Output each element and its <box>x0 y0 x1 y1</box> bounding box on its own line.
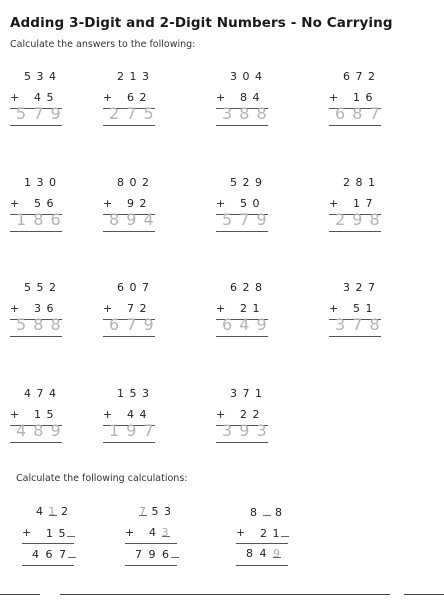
answer-line <box>236 565 288 566</box>
handwritten-answer[interactable]: 3 9 3 <box>222 421 268 440</box>
top-number: 6 0 7 <box>117 281 150 294</box>
blank-digit-bottom[interactable] <box>67 526 75 537</box>
top-number: 5 3 4 <box>24 70 57 83</box>
answer-line <box>103 231 155 232</box>
answer-line <box>103 125 155 126</box>
bottom-number: 4 5 <box>34 91 55 104</box>
handwritten-answer[interactable]: 1 8 6 <box>16 210 62 229</box>
top-number: 8 0 2 <box>117 176 150 189</box>
blank-digit-top[interactable]: 7 <box>139 505 147 518</box>
bottom-number: 1 7 <box>353 197 374 210</box>
plus-sign: + <box>103 408 114 421</box>
page-footer-rule <box>0 590 444 600</box>
handwritten-answer[interactable]: 3 7 8 <box>335 315 381 334</box>
result-number: 4 6 7 <box>32 547 76 561</box>
top-number: 5 5 2 <box>24 281 57 294</box>
answer-line <box>125 565 177 566</box>
plus-sign: + <box>329 197 340 210</box>
addition-problem <box>10 281 62 341</box>
blank-digit-result[interactable]: 9 <box>273 547 282 560</box>
plus-sign: + <box>10 91 21 104</box>
result-number: 7 9 6 <box>135 547 179 561</box>
answer-line <box>10 231 62 232</box>
top-number: 2 1 3 <box>117 70 150 83</box>
handwritten-answer[interactable]: 5 8 8 <box>16 315 62 334</box>
plus-sign: + <box>10 408 21 421</box>
plus-sign: + <box>10 302 21 315</box>
top-number: 1 5 3 <box>117 387 150 400</box>
addition-problem <box>216 70 268 130</box>
plus-sign: + <box>216 91 227 104</box>
bottom-number: 9 2 <box>127 197 148 210</box>
top-number: 7 5 3 <box>139 505 172 518</box>
bottom-number: 3 6 <box>34 302 55 315</box>
addition-problem <box>329 176 381 236</box>
section-heading: Calculate the following calculations: <box>16 473 188 484</box>
answer-line <box>10 336 62 337</box>
top-number: 4 7 4 <box>24 387 57 400</box>
sum-line <box>22 543 74 544</box>
missing-digit-problem <box>236 505 288 575</box>
bottom-number: 5 1 <box>353 302 374 315</box>
addition-problem <box>216 387 268 447</box>
blank-digit-top[interactable] <box>263 505 271 516</box>
result-number: 8 4 9 <box>246 547 282 560</box>
bottom-number: 1 6 <box>353 91 374 104</box>
top-number: 6 2 8 <box>230 281 263 294</box>
addition-problem <box>103 281 155 341</box>
bottom-number: 2 1 <box>260 526 289 540</box>
bottom-number: 8 4 <box>240 91 261 104</box>
top-number: 6 7 2 <box>343 70 376 83</box>
handwritten-answer[interactable]: 2 7 5 <box>109 104 155 123</box>
handwritten-answer[interactable]: 6 4 9 <box>222 315 268 334</box>
addition-problem <box>103 387 155 447</box>
top-number: 4 1 2 <box>36 505 69 518</box>
plus-sign: + <box>103 91 114 104</box>
bottom-number: 1 5 <box>34 408 55 421</box>
plus-sign: + <box>216 197 227 210</box>
handwritten-answer[interactable]: 6 7 9 <box>109 315 155 334</box>
handwritten-answer[interactable]: 4 8 9 <box>16 421 62 440</box>
missing-digit-problem <box>125 505 177 575</box>
top-number: 1 3 0 <box>24 176 57 189</box>
worksheet-title: Adding 3-Digit and 2-Digit Numbers - No Carrying <box>10 15 393 31</box>
handwritten-answer[interactable]: 2 9 8 <box>335 210 381 229</box>
instructions-text: Calculate the answers to the following: <box>10 39 196 50</box>
missing-digit-problem <box>22 505 74 575</box>
answer-line <box>216 125 268 126</box>
answer-line <box>216 336 268 337</box>
addition-problem <box>10 70 62 130</box>
answer-line <box>329 125 381 126</box>
handwritten-answer[interactable]: 8 9 4 <box>109 210 155 229</box>
bottom-number: 2 2 <box>240 408 261 421</box>
addition-problem <box>103 176 155 236</box>
handwritten-answer[interactable]: 5 7 9 <box>222 210 268 229</box>
plus-sign: + <box>216 408 227 421</box>
addition-problem <box>329 281 381 341</box>
answer-line <box>329 336 381 337</box>
top-number: 3 7 1 <box>230 387 263 400</box>
top-number: 3 0 4 <box>230 70 263 83</box>
plus-sign: + <box>103 302 114 315</box>
plus-sign: + <box>329 302 340 315</box>
blank-digit-result[interactable] <box>68 547 76 558</box>
answer-line <box>103 442 155 443</box>
blank-digit-top[interactable]: 1 <box>48 505 57 518</box>
addition-problem <box>103 70 155 130</box>
handwritten-answer[interactable]: 3 8 8 <box>222 104 268 123</box>
handwritten-answer[interactable]: 5 7 9 <box>16 104 62 123</box>
sum-line <box>125 543 177 544</box>
top-number: 3 2 7 <box>343 281 376 294</box>
bottom-number: 5 6 <box>34 197 55 210</box>
plus-sign: + <box>216 302 227 315</box>
bottom-number: 7 2 <box>127 302 148 315</box>
addition-problem <box>216 176 268 236</box>
addition-problem <box>10 176 62 236</box>
answer-line <box>216 442 268 443</box>
bottom-number: 2 1 <box>240 302 261 315</box>
blank-digit-result[interactable] <box>171 547 179 558</box>
answer-line <box>22 565 74 566</box>
answer-line <box>329 231 381 232</box>
bottom-number: 6 2 <box>127 91 148 104</box>
addition-problem <box>329 70 381 130</box>
top-number: 8 8 <box>250 506 283 519</box>
blank-digit-bottom[interactable] <box>281 526 289 537</box>
bottom-number: 4 3 <box>149 526 170 539</box>
answer-line <box>10 125 62 126</box>
plus-sign: + <box>125 526 136 539</box>
addition-problem <box>216 281 268 341</box>
plus-sign: + <box>10 197 21 210</box>
answer-line <box>103 336 155 337</box>
handwritten-answer[interactable]: 6 8 7 <box>335 104 381 123</box>
plus-sign: + <box>329 91 340 104</box>
addition-problem <box>10 387 62 447</box>
bottom-number: 1 5 <box>46 526 75 540</box>
top-number: 5 2 9 <box>230 176 263 189</box>
answer-line <box>216 231 268 232</box>
bottom-number: 5 0 <box>240 197 261 210</box>
plus-sign: + <box>236 526 247 539</box>
top-number: 2 8 1 <box>343 176 376 189</box>
bottom-number: 4 4 <box>127 408 148 421</box>
sum-line <box>236 543 288 544</box>
blank-digit-bottom[interactable]: 3 <box>161 526 170 539</box>
handwritten-answer[interactable]: 1 9 7 <box>109 421 155 440</box>
answer-line <box>10 442 62 443</box>
plus-sign: + <box>103 197 114 210</box>
plus-sign: + <box>22 526 33 539</box>
